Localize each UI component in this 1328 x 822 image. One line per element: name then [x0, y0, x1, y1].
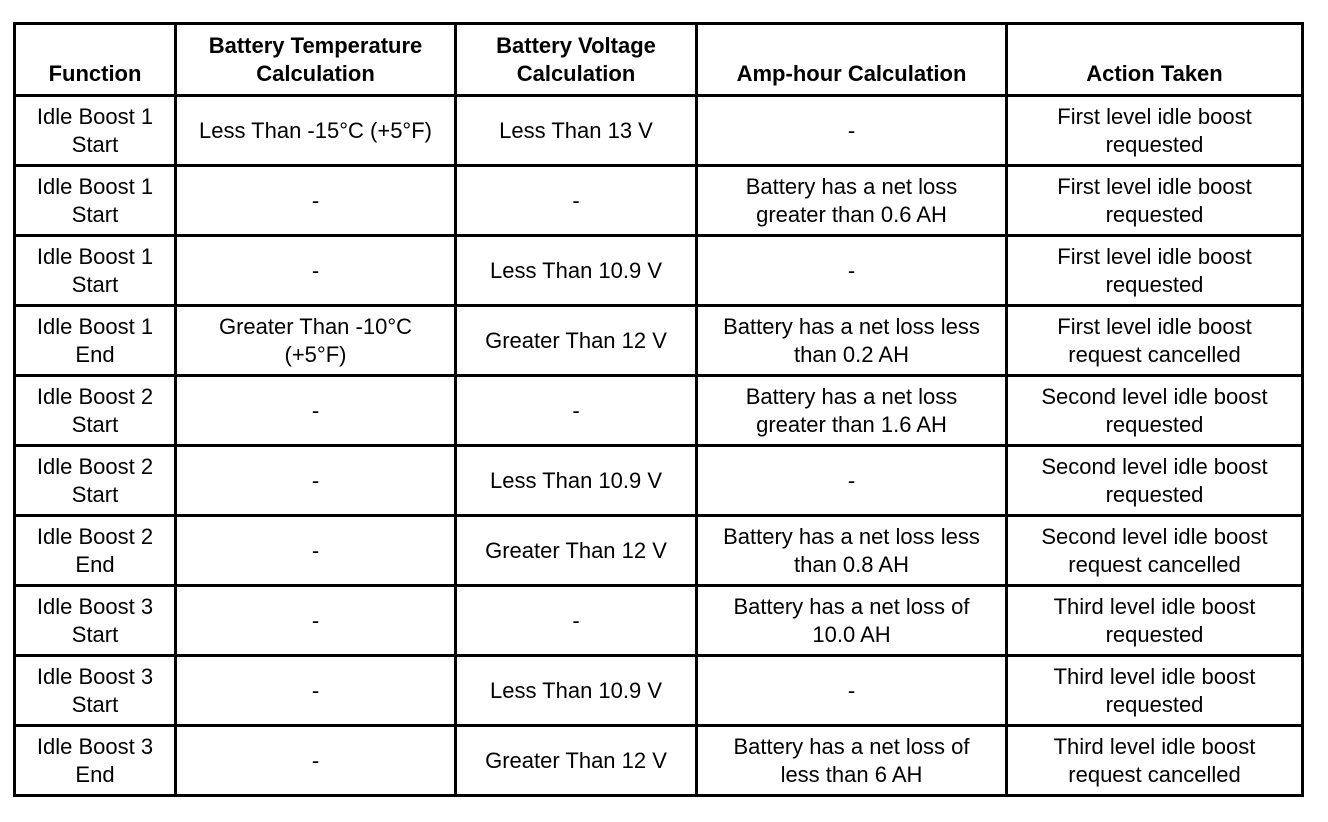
table-row [15, 516, 1303, 586]
table-row [15, 376, 1303, 446]
header-battery-temperature: Battery Temperature Calculation [176, 24, 456, 96]
cell-function: Idle Boost 1 Start [15, 166, 176, 236]
header-row [15, 24, 1303, 96]
table-row [15, 656, 1303, 726]
cell-battery-temperature: - [176, 376, 456, 446]
cell-action-taken: First level idle boost requested [1007, 236, 1303, 306]
cell-action-taken: Second level idle boost requested [1007, 376, 1303, 446]
table-row [15, 586, 1303, 656]
cell-battery-voltage: Greater Than 12 V [456, 516, 697, 586]
cell-amp-hour: Battery has a net loss greater than 0.6 AH [697, 166, 1007, 236]
cell-battery-voltage: Less Than 10.9 V [456, 656, 697, 726]
cell-function: Idle Boost 2 End [15, 516, 176, 586]
cell-amp-hour: - [697, 96, 1007, 166]
cell-function: Idle Boost 3 Start [15, 656, 176, 726]
header-function: Function [15, 24, 176, 96]
cell-amp-hour: Battery has a net loss less than 0.8 AH [697, 516, 1007, 586]
table-row [15, 96, 1303, 166]
idle-boost-table [13, 22, 1304, 797]
cell-battery-voltage: Greater Than 12 V [456, 726, 697, 796]
cell-action-taken: Third level idle boost requested [1007, 656, 1303, 726]
cell-action-taken: First level idle boost requested [1007, 166, 1303, 236]
cell-battery-temperature: - [176, 516, 456, 586]
table-row [15, 446, 1303, 516]
cell-action-taken: First level idle boost requested [1007, 96, 1303, 166]
cell-amp-hour: - [697, 236, 1007, 306]
cell-battery-temperature: - [176, 166, 456, 236]
cell-battery-temperature: Greater Than -10°C (+5°F) [176, 306, 456, 376]
table-header [15, 24, 1303, 96]
table-row [15, 236, 1303, 306]
header-battery-voltage: Battery Voltage Calculation [456, 24, 697, 96]
table-body [15, 96, 1303, 796]
cell-battery-voltage: - [456, 166, 697, 236]
cell-action-taken: First level idle boost request cancelled [1007, 306, 1303, 376]
table-row [15, 166, 1303, 236]
cell-battery-temperature: - [176, 726, 456, 796]
cell-action-taken: Third level idle boost request cancelled [1007, 726, 1303, 796]
cell-battery-voltage: - [456, 376, 697, 446]
cell-action-taken: Second level idle boost requested [1007, 446, 1303, 516]
cell-battery-voltage: Less Than 10.9 V [456, 446, 697, 516]
cell-amp-hour: Battery has a net loss of 10.0 AH [697, 586, 1007, 656]
cell-battery-voltage: Less Than 13 V [456, 96, 697, 166]
cell-action-taken: Second level idle boost request cancelled [1007, 516, 1303, 586]
cell-battery-temperature: - [176, 446, 456, 516]
cell-amp-hour: - [697, 656, 1007, 726]
cell-battery-voltage: Greater Than 12 V [456, 306, 697, 376]
cell-amp-hour: Battery has a net loss of less than 6 AH [697, 726, 1007, 796]
table-row [15, 306, 1303, 376]
cell-amp-hour: Battery has a net loss greater than 1.6 AH [697, 376, 1007, 446]
cell-function: Idle Boost 2 Start [15, 376, 176, 446]
cell-amp-hour: Battery has a net loss less than 0.2 AH [697, 306, 1007, 376]
cell-battery-temperature: - [176, 656, 456, 726]
cell-function: Idle Boost 3 End [15, 726, 176, 796]
cell-battery-voltage: Less Than 10.9 V [456, 236, 697, 306]
cell-function: Idle Boost 3 Start [15, 586, 176, 656]
cell-battery-temperature: Less Than -15°C (+5°F) [176, 96, 456, 166]
header-action-taken: Action Taken [1007, 24, 1303, 96]
cell-amp-hour: - [697, 446, 1007, 516]
cell-function: Idle Boost 2 Start [15, 446, 176, 516]
cell-battery-temperature: - [176, 236, 456, 306]
table-row [15, 726, 1303, 796]
cell-battery-temperature: - [176, 586, 456, 656]
cell-action-taken: Third level idle boost requested [1007, 586, 1303, 656]
cell-function: Idle Boost 1 Start [15, 96, 176, 166]
header-amp-hour: Amp-hour Calculation [697, 24, 1007, 96]
cell-function: Idle Boost 1 End [15, 306, 176, 376]
cell-function: Idle Boost 1 Start [15, 236, 176, 306]
cell-battery-voltage: - [456, 586, 697, 656]
